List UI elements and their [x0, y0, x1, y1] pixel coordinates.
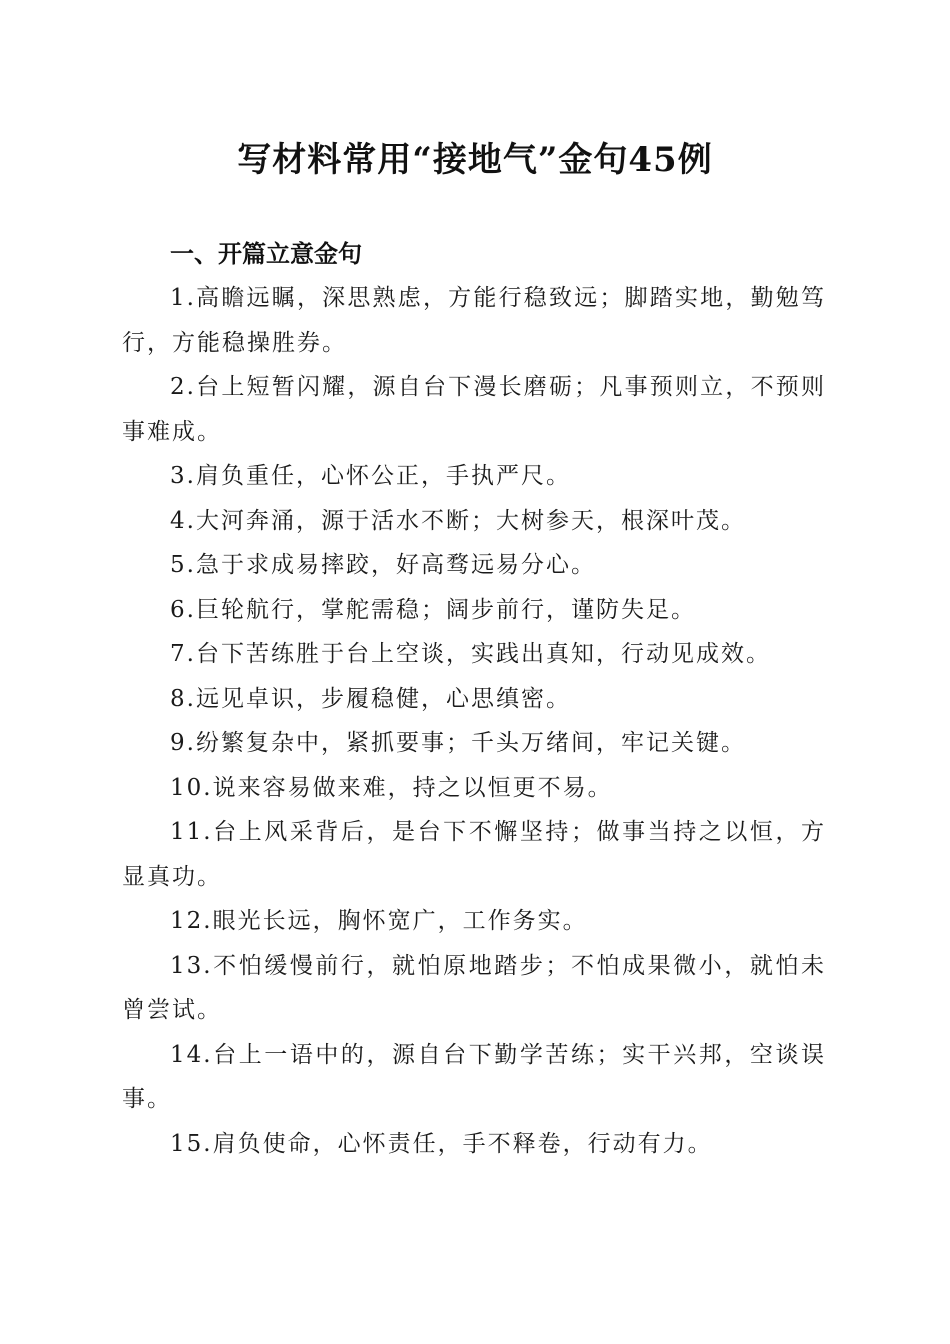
list-item: 9.纷繁复杂中，紧抓要事；千头万绪间，牢记关键。 — [170, 730, 746, 756]
list-item: 12.眼光长远，胸怀宽广，工作务实。 — [170, 908, 588, 934]
list-item: 2.台上短暂闪耀，源自台下漫长磨砺；凡事预则立，不预则事难成。 — [122, 374, 826, 445]
document-body — [122, 276, 826, 1166]
list-item: 10.说来容易做来难，持之以恒更不易。 — [170, 774, 613, 801]
section-heading: 一、开篇立意金句 — [170, 240, 362, 268]
list-item: 3.肩负重任，心怀公正，手执严尺。 — [170, 463, 571, 489]
list-item: 5.急于求成易摔跤，好高骛远易分心。 — [170, 552, 596, 578]
list-item: 15.肩负使命，心怀责任，手不释卷，行动有力。 — [170, 1130, 713, 1157]
list-item: 13.不怕缓慢前行，就怕原地踏步；不怕成果微小，就怕未曾尝试。 — [122, 952, 826, 1023]
document-title: 写材料常用“接地气”金句45例 — [237, 140, 713, 180]
list-item: 4.大河奔涌，源于活水不断；大树参天，根深叶茂。 — [170, 507, 746, 534]
list-item: 14.台上一语中的，源自台下勤学苦练；实干兴邦，空谈误事。 — [122, 1041, 826, 1112]
list-item: 6.巨轮航行，掌舵需稳；阔步前行，谨防失足。 — [170, 596, 696, 623]
list-item: 1.高瞻远瞩，深思熟虑，方能行稳致远；脚踏实地，勤勉笃行，方能稳操胜券。 — [122, 285, 826, 356]
list-item: 11.台上风采背后，是台下不懈坚持；做事当持之以恒，方显真功。 — [122, 819, 826, 890]
list-item: 8.远见卓识，步履稳健，心思缜密。 — [170, 685, 571, 712]
list-item: 7.台下苦练胜于台上空谈，实践出真知，行动见成效。 — [170, 641, 771, 667]
